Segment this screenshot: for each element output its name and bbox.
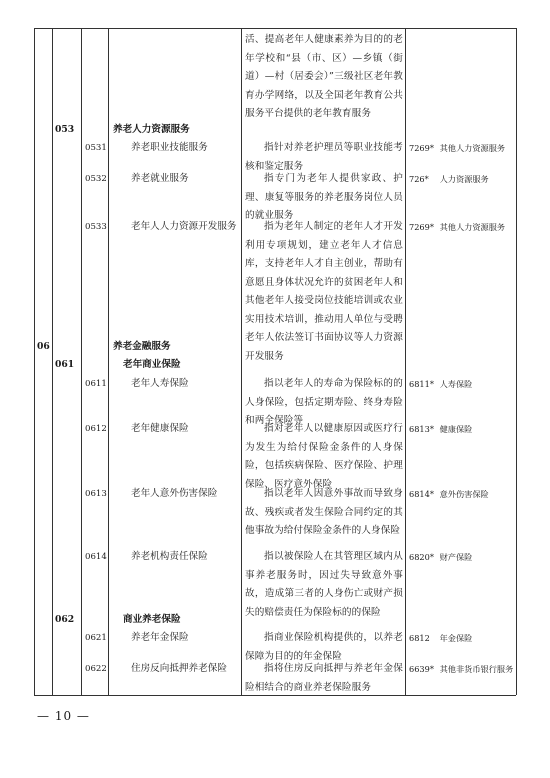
reference-name: 财产保险 bbox=[439, 552, 473, 562]
reference-code: 7269* bbox=[409, 143, 434, 153]
reference-code: 6813* bbox=[409, 424, 434, 434]
industry-reference bbox=[409, 660, 517, 679]
reference-code: 6812 bbox=[409, 633, 430, 643]
section-code: 062 bbox=[55, 614, 75, 625]
reference-code: 6820* bbox=[409, 552, 434, 562]
item-description: 指以被保险人在其管理区域内从事养老服务时，因过失导致意外事故，造成第三者的人身伤亡或财产损失的赔偿责任为保险标的的保险 bbox=[245, 551, 403, 618]
reference-code: 6814* bbox=[409, 489, 434, 499]
item-name: 养老就业服务 bbox=[131, 173, 189, 184]
item-description: 指对老年人以健康原因或医疗行为发生为给付保险金条件的人身保险，包括疾病保险、医疗保险、护理保险、医疗意外保险 bbox=[245, 423, 403, 490]
column-divider bbox=[81, 28, 82, 695]
item-code: 0612 bbox=[85, 424, 107, 434]
column-divider bbox=[52, 28, 53, 695]
item-code: 0621 bbox=[85, 633, 107, 643]
category-code: 06 bbox=[37, 341, 50, 352]
category-name: 养老金融服务 bbox=[113, 341, 171, 352]
item-name: 老年人意外伤害保险 bbox=[131, 488, 218, 499]
page-number: — 10 — bbox=[37, 709, 90, 723]
item-code: 0532 bbox=[85, 174, 107, 184]
item-name: 住房反向抵押养老保险 bbox=[131, 663, 227, 674]
item-code: 0531 bbox=[85, 143, 107, 153]
reference-code: 7269* bbox=[409, 222, 434, 232]
industry-reference bbox=[409, 420, 517, 439]
reference-name: 人寿保险 bbox=[439, 379, 473, 389]
industry-reference bbox=[409, 485, 517, 504]
reference-name: 其他人力资源服务 bbox=[439, 222, 506, 232]
item-code: 0613 bbox=[85, 489, 107, 499]
item-name: 养老年金保险 bbox=[131, 632, 189, 643]
item-name: 老年健康保险 bbox=[131, 423, 189, 434]
item-description: 指将住房反向抵押与养老年金保险相结合的商业养老保险服务 bbox=[245, 663, 403, 693]
column-divider bbox=[108, 28, 109, 695]
item-name: 养老职业技能服务 bbox=[131, 142, 208, 153]
item-description: 指以老年人的寿命为保险标的的人身保险，包括定期寿险、终身寿险和两全保险等 bbox=[245, 378, 403, 426]
industry-reference bbox=[409, 218, 517, 237]
item-description: 指为老年人制定的老年人才开发利用专项规划，建立老年人才信息库，支持老年人才自主创业，帮助有意愿且身体状况允许的贫困老年人和其他老年人接受岗位技能培训或农业实用技术培训，推动用人单位与受聘老年人依法签订书面协议等人力资源开发服务 bbox=[245, 221, 403, 362]
reference-name: 其他人力资源服务 bbox=[439, 143, 506, 153]
item-name: 老年人寿保险 bbox=[131, 378, 189, 389]
reference-name: 意外伤害保险 bbox=[439, 489, 489, 499]
reference-code: 6811* bbox=[409, 379, 434, 389]
continued-description: 活、提高老年人健康素养为目的的老年学校和“县（市、区）—乡镇（街道）—村（居委会）”三级社区老年教育办学网络，以及全国老年教育公共服务平台提供的老年教育服务 bbox=[245, 34, 403, 119]
industry-reference bbox=[409, 375, 517, 394]
reference-name: 年金保险 bbox=[439, 633, 473, 643]
item-description: 指以老年人因意外事故而导致身故、残疾或者发生保险合同约定的其他事故为给付保险金条件的人身保险 bbox=[245, 488, 403, 536]
item-description: 指商业保险机构提供的，以养老保障为目的的年金保险 bbox=[245, 632, 403, 662]
item-name: 老年人人力资源开发服务 bbox=[131, 221, 237, 232]
table-top-border bbox=[34, 28, 516, 29]
item-name: 养老机构责任保险 bbox=[131, 551, 208, 562]
section-code: 061 bbox=[55, 359, 75, 370]
reference-name: 健康保险 bbox=[439, 424, 473, 434]
item-description: 指专门为老年人提供家政、护理、康复等服务的养老服务岗位人员的就业服务 bbox=[245, 173, 403, 221]
reference-code: 6639* bbox=[409, 664, 434, 674]
item-code: 0611 bbox=[85, 379, 107, 389]
section-name: 养老人力资源服务 bbox=[113, 124, 190, 135]
classification-table bbox=[34, 28, 516, 695]
column-divider bbox=[405, 28, 406, 695]
industry-reference bbox=[409, 629, 517, 648]
section-code: 053 bbox=[55, 124, 75, 135]
reference-name: 其他非货币银行服务 bbox=[439, 664, 514, 674]
section-name: 商业养老保险 bbox=[123, 614, 181, 625]
column-divider bbox=[241, 28, 242, 695]
industry-reference bbox=[409, 170, 517, 189]
industry-reference bbox=[409, 548, 517, 567]
reference-name: 人力资源服务 bbox=[439, 174, 489, 184]
industry-reference bbox=[409, 139, 517, 158]
item-code: 0533 bbox=[85, 222, 107, 232]
reference-code: 726* bbox=[409, 174, 429, 184]
item-description: 指针对养老护理员等职业技能考核和鉴定服务 bbox=[245, 142, 403, 172]
item-code: 0614 bbox=[85, 552, 107, 562]
item-code: 0622 bbox=[85, 664, 107, 674]
column-divider bbox=[516, 28, 517, 695]
section-name: 老年商业保险 bbox=[123, 359, 181, 370]
column-divider bbox=[34, 28, 35, 695]
